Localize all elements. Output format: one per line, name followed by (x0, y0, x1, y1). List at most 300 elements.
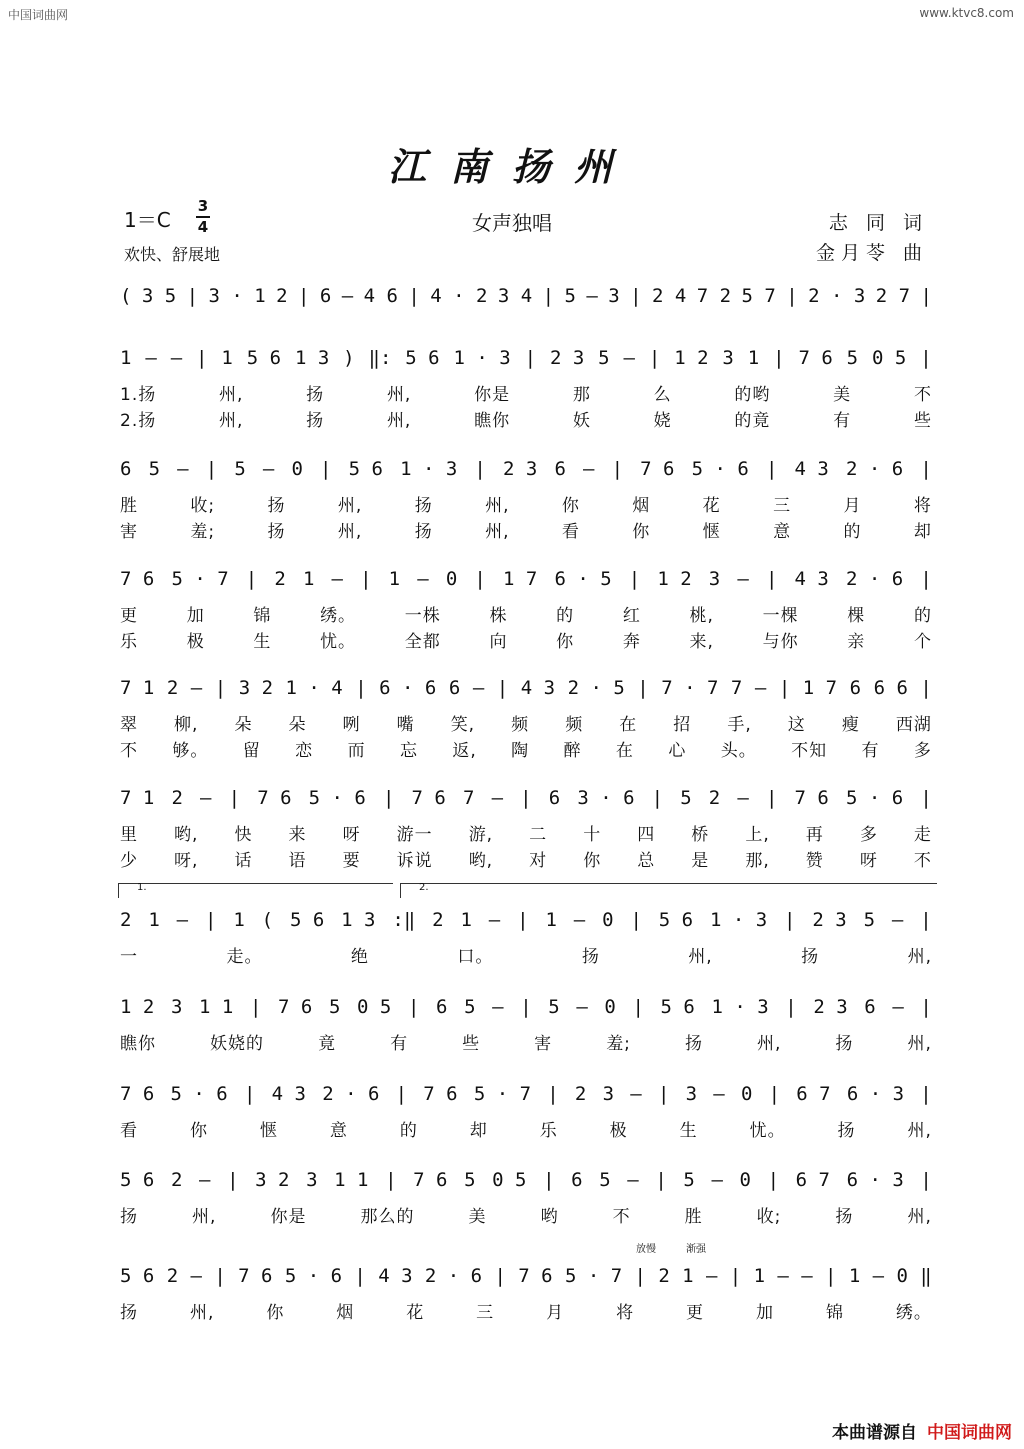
notation-line (120, 455, 932, 483)
tempo-marking: 欢快、舒展地 (124, 245, 221, 264)
note-group: 2 (166, 677, 179, 699)
note-group: 6 (554, 458, 566, 480)
note-group: 7 6 (423, 1083, 458, 1105)
lyric-syllable: 锦 (825, 1303, 844, 1323)
note-group: — (331, 568, 343, 590)
note-group: 5 · 6 (170, 1083, 228, 1105)
lyric-syllable: 你 (561, 496, 580, 516)
note-group: 1 7 (502, 568, 538, 590)
expression-marking: 渐强 (686, 1244, 706, 1255)
lyric-syllable: 绝 (350, 947, 369, 967)
lyric-syllable: 州, (386, 385, 412, 405)
bar-line: | (360, 568, 372, 590)
bar-line: | (767, 1169, 780, 1191)
note-group: 0 (739, 1169, 751, 1191)
notation-line (120, 344, 932, 372)
lyric-syllable: 扬 (267, 496, 286, 516)
note-group: 5 (328, 996, 341, 1018)
lyric-line-verse-1 (120, 1298, 932, 1324)
lyric-syllable: 加 (755, 1303, 774, 1323)
note-group: 3 · 6 (577, 787, 635, 809)
note-group: 5 6 (289, 909, 325, 931)
music-system (120, 1166, 932, 1228)
bar-line: | (408, 285, 420, 307)
lyric-syllable: 你 (556, 632, 575, 652)
bar-line: | (785, 996, 797, 1018)
note-group: — (801, 1265, 813, 1287)
lyric-syllable: 咧 (342, 715, 361, 735)
note-group: 6 6 (873, 677, 908, 699)
note-group: 1 (148, 909, 160, 931)
lyric-syllable: 你 (583, 851, 602, 871)
notation-line (120, 993, 932, 1021)
note-group: 1 (545, 909, 557, 931)
lyric-syllable: 一棵 (762, 606, 799, 626)
note-group: 7 1 (120, 787, 155, 809)
lyric-syllable: 那 (572, 385, 591, 405)
note-group: 7 (463, 787, 475, 809)
lyric-syllable: 瞧你 (474, 411, 511, 431)
note-group: — (341, 285, 354, 307)
bar-line: | (920, 285, 932, 307)
bar-line: | (920, 996, 932, 1018)
note-group: 3 (306, 1169, 318, 1191)
note-group: 1 (233, 909, 245, 931)
note-group: 1 1 (199, 996, 234, 1018)
lyric-syllable: 羞; (606, 1034, 631, 1054)
note-group: 6 (319, 285, 332, 307)
lyric-syllable: 忘 (399, 741, 418, 761)
lyric-syllable: 哟 (540, 1207, 559, 1227)
bar-line: | (920, 1169, 932, 1191)
note-group: — (170, 347, 183, 369)
note-group: 5 7 (741, 285, 776, 307)
note-group: 2 (274, 568, 286, 590)
lyric-syllable: 1.扬 (120, 385, 157, 405)
lyric-line-verse-1 (120, 820, 932, 846)
note-group: — (754, 677, 767, 699)
lyric-syllable: 不 (612, 1207, 631, 1227)
lyric-syllable: 少 (120, 851, 138, 871)
note-group: 2 · 6 (845, 458, 904, 480)
notation-line (120, 565, 932, 593)
first-ending-bracket (118, 883, 393, 898)
note-group: 0 (291, 458, 303, 480)
note-group: 0 (602, 909, 614, 931)
bar-line: | (920, 568, 932, 590)
lyric-syllable: 呀, (174, 851, 199, 871)
note-group: 7 6 (257, 787, 292, 809)
lyric-syllable: 害 (120, 522, 138, 542)
note-group: 5 · 7 (473, 1083, 532, 1105)
lyric-syllable: 烟 (336, 1303, 355, 1323)
lyric-syllable: 你 (632, 522, 651, 542)
bar-line: | (204, 909, 217, 931)
note-group: 0 5 (357, 996, 392, 1018)
notation-line (120, 906, 932, 934)
lyric-syllable: 口。 (457, 947, 494, 967)
lyric-line-verse-1 (120, 710, 932, 736)
lyric-syllable: 你是 (270, 1207, 307, 1227)
lyric-syllable: 收; (756, 1207, 782, 1227)
note-group: 7 6 (278, 996, 313, 1018)
lyric-syllable: 有 (390, 1034, 409, 1054)
lyric-syllable: 扬 (684, 1034, 703, 1054)
note-group: 1 · 3 (711, 996, 769, 1018)
lyric-syllable: 花 (702, 496, 721, 516)
note-group: 3 2 (238, 677, 274, 699)
lyric-syllable: 向 (489, 632, 508, 652)
lyric-syllable: 州, (337, 522, 363, 542)
note-group: 7 6 (640, 458, 675, 480)
bar-line: | (543, 1169, 555, 1191)
bar-line: | (249, 996, 262, 1018)
note-group: 1 7 (802, 677, 838, 699)
lyric-syllable: 笑, (450, 715, 476, 735)
note-group: 7 6 (120, 1083, 155, 1105)
note-group: 2 3 (812, 909, 847, 931)
note-group: 2 3 (502, 458, 538, 480)
note-group: — (627, 1169, 639, 1191)
note-group: ( (261, 909, 274, 931)
lyric-syllable: 意 (329, 1121, 348, 1141)
note-group: 1 2 (674, 347, 709, 369)
lyric-syllable: 而 (347, 741, 366, 761)
lyric-syllable: 州, (386, 411, 412, 431)
bar-line: | (547, 1083, 559, 1105)
lyric-syllable: 扬 (414, 522, 433, 542)
note-group: 6 (548, 787, 561, 809)
note-group: 1 (120, 347, 132, 369)
note-group: 5 · 6 (845, 787, 904, 809)
music-system (120, 784, 932, 872)
lyric-syllable: 那, (745, 851, 770, 871)
note-group: 1 1 (334, 1169, 369, 1191)
lyric-syllable: 朵 (234, 715, 253, 735)
bar-line: | (628, 568, 641, 590)
lyric-syllable: 与你 (762, 632, 799, 652)
lyric-syllable: 频 (511, 715, 530, 735)
song-title: 江南扬州 (387, 144, 636, 189)
lyric-syllable: 三 (476, 1303, 495, 1323)
lyric-line-verse-1 (120, 1116, 932, 1142)
note-group: 5 (683, 1169, 695, 1191)
lyric-syllable: 亲 (847, 632, 866, 652)
bar-line: | (920, 1083, 932, 1105)
lyric-syllable: 西湖 (895, 715, 932, 735)
bar-line: | (920, 909, 932, 931)
lyric-syllable: 么 (653, 385, 672, 405)
note-group: ) (343, 347, 355, 369)
bar-line: | (228, 787, 241, 809)
note-group: 7 6 (238, 1265, 273, 1287)
note-group: 2 (171, 787, 183, 809)
note-group: 5 (599, 1169, 611, 1191)
note-group: 5 · 6 (691, 458, 749, 480)
note-group: — (705, 1265, 718, 1287)
music-system (120, 993, 932, 1055)
lyric-syllable: 些 (913, 411, 932, 431)
second-ending-bracket (400, 883, 937, 898)
lyric-syllable: 扬 (837, 1121, 856, 1141)
note-group: 5 6 (660, 996, 695, 1018)
note-group: 6 · 5 (554, 568, 612, 590)
note-group: 5 (234, 458, 246, 480)
notation-line (120, 1262, 932, 1290)
lyric-syllable: 头。 (720, 741, 757, 761)
note-group: 7 6 (411, 787, 446, 809)
note-group: 2 · 5 (567, 677, 625, 699)
note-group: ( (120, 285, 132, 307)
lyric-syllable: 在 (615, 741, 634, 761)
bar-line: | (630, 285, 642, 307)
note-group: — (417, 568, 429, 590)
lyric-syllable: 美 (833, 385, 852, 405)
note-group: 5 (148, 458, 161, 480)
bar-line: | (773, 347, 785, 369)
note-group: 3 (685, 1083, 698, 1105)
note-group: 6 (571, 1169, 583, 1191)
lyric-syllable: 哟, (174, 825, 199, 845)
bar-line: | (637, 677, 649, 699)
lyric-line-verse-2 (120, 517, 932, 543)
note-group: 5 · 7 (171, 568, 229, 590)
note-group: — (892, 996, 904, 1018)
note-group: 3 (722, 347, 734, 369)
bar-line: | (630, 909, 642, 931)
note-group: — (713, 1083, 725, 1105)
lyric-syllable: 桥 (691, 825, 710, 845)
bar-line: | (385, 1169, 397, 1191)
lyric-syllable: 走。 (226, 947, 263, 967)
note-group: 2 4 (652, 285, 687, 307)
lyric-syllable: 朵 (288, 715, 307, 735)
lyric-syllable: 美 (468, 1207, 487, 1227)
note-group: 5 (464, 996, 476, 1018)
lyric-syllable: 竟 (318, 1034, 337, 1054)
note-group: 1 3 (341, 909, 376, 931)
note-group: — (492, 996, 504, 1018)
note-group: 4 · 2 (430, 285, 488, 307)
note-group: 6 (849, 677, 862, 699)
bar-line: | (407, 996, 420, 1018)
note-group: 3 (608, 285, 620, 307)
note-group: 7 1 (120, 677, 155, 699)
lyric-syllable: 羞; (190, 522, 216, 542)
lyric-syllable: 不 (913, 385, 932, 405)
lyric-syllable: 走 (913, 825, 932, 845)
bar-line: | (227, 1169, 239, 1191)
note-group: 3 · 1 (208, 285, 266, 307)
lyric-syllable: 瞧你 (120, 1034, 156, 1054)
lyric-syllable: 更 (686, 1303, 705, 1323)
bar-line: | (474, 568, 486, 590)
lyric-syllable: 州, (907, 1121, 932, 1141)
lyric-syllable: 在 (619, 715, 638, 735)
lyric-syllable: 全都 (404, 632, 441, 652)
lyric-syllable: 州, (192, 1207, 217, 1227)
lyric-syllable: 总 (637, 851, 656, 871)
note-group: — (472, 677, 485, 699)
lyric-syllable: 频 (565, 715, 584, 735)
note-group: 2 · 3 (808, 285, 866, 307)
note-group: 7 (730, 677, 743, 699)
note-group: 3 2 (255, 1169, 290, 1191)
note-group: 1 · 3 (709, 909, 768, 931)
note-group: 2 3 (813, 996, 848, 1018)
lyric-syllable: 奔 (622, 632, 641, 652)
note-group: 5 · 7 (564, 1265, 623, 1287)
note-group: 2 · 6 (322, 1083, 380, 1105)
note-group: 1 · 3 (453, 347, 511, 369)
notation-line (120, 674, 932, 702)
lyric-syllable: 的竟 (734, 411, 771, 431)
note-group: 5 6 (405, 347, 440, 369)
lyric-syllable: 有 (861, 741, 880, 761)
note-group: :‖ (392, 909, 416, 931)
lyric-syllable: 十 (583, 825, 602, 845)
lyric-syllable: 多 (913, 741, 932, 761)
note-group: 5 6 (246, 347, 282, 369)
lyric-syllable: 三 (773, 496, 792, 516)
note-group: 5 · 6 (284, 1265, 343, 1287)
bar-line: | (524, 347, 537, 369)
site-watermark-right: www.ktvc8.com (919, 6, 1014, 20)
lyric-syllable: 却 (469, 1121, 488, 1141)
note-group: 7 · 7 (661, 677, 719, 699)
bar-line: | (825, 1265, 837, 1287)
lyric-syllable: 呀 (342, 825, 361, 845)
lyric-syllable: 州, (189, 1303, 215, 1323)
bar-line: | (765, 787, 778, 809)
lyric-syllable: 烟 (632, 496, 651, 516)
lyric-syllable: 你 (266, 1303, 285, 1323)
note-group: — (891, 909, 904, 931)
bar-line: | (651, 787, 664, 809)
note-group: 5 (564, 285, 576, 307)
note-group: 5 6 (120, 1265, 155, 1287)
lyric-syllable: 州, (337, 496, 363, 516)
notation-line (120, 784, 932, 812)
note-group: 6 (448, 677, 461, 699)
note-group: 3 4 (497, 285, 533, 307)
lyric-syllable: 锦 (253, 606, 272, 626)
bar-line: | (920, 677, 932, 699)
note-group: — (777, 1265, 789, 1287)
note-group: — (176, 909, 189, 931)
lyric-syllable: 的 (556, 606, 575, 626)
note-group: 6 · 6 (379, 677, 437, 699)
lyric-line-verse-2 (120, 846, 932, 872)
lyric-syllable: 来 (288, 825, 307, 845)
lyric-syllable: 些 (462, 1034, 481, 1054)
lyric-syllable: 月 (843, 496, 862, 516)
lyric-syllable: 心 (668, 741, 687, 761)
lyric-line-verse-1 (120, 380, 932, 406)
note-group: 3 5 (141, 285, 177, 307)
lyric-syllable: 你 (189, 1121, 208, 1141)
note-group: 2 (120, 909, 132, 931)
lyric-syllable: 话 (234, 851, 253, 871)
lyric-syllable: 扬 (835, 1034, 854, 1054)
note-group: 5 (863, 909, 876, 931)
note-group: 1 2 (657, 568, 692, 590)
bar-line: | (920, 787, 932, 809)
lyric-syllable: 再 (805, 825, 824, 845)
lyricist-credit: 志 同 词 (828, 212, 928, 234)
lyric-syllable: 的哟 (734, 385, 771, 405)
lyric-syllable: 你是 (474, 385, 511, 405)
music-system (120, 1262, 932, 1324)
lyric-syllable: 赞 (805, 851, 824, 871)
bar-line: | (517, 909, 529, 931)
bar-line: | (520, 996, 532, 1018)
notation-line (120, 282, 932, 310)
note-group: 5 6 (658, 909, 694, 931)
lyric-syllable: 扬 (414, 496, 433, 516)
lyric-syllable: 加 (186, 606, 205, 626)
lyric-syllable: 妖 (572, 411, 591, 431)
lyric-syllable: 呀 (859, 851, 878, 871)
music-system (120, 906, 932, 968)
lyric-syllable: 2.扬 (120, 411, 157, 431)
note-group: 0 (604, 996, 616, 1018)
note-group: 4 3 (794, 458, 829, 480)
lyric-syllable: 州, (485, 522, 510, 542)
lyric-syllable: 胜 (684, 1207, 703, 1227)
note-group: ‖ (920, 1265, 932, 1287)
lyric-syllable: 来, (689, 632, 714, 652)
music-system (120, 282, 932, 310)
bar-line: | (729, 1265, 742, 1287)
lyric-syllable: 忧。 (749, 1121, 786, 1141)
note-group: 6 (864, 996, 876, 1018)
note-group: 1 (747, 347, 760, 369)
lyric-syllable: 语 (288, 851, 307, 871)
note-group: 1 (388, 568, 401, 590)
lyric-line-verse-1 (120, 601, 932, 627)
lyric-syllable: 不 (120, 741, 138, 761)
note-group: 1 (221, 347, 233, 369)
music-system (120, 1080, 932, 1142)
note-group: — (262, 458, 275, 480)
music-system (120, 344, 932, 432)
note-group: 2 7 (875, 285, 911, 307)
lyric-syllable: 陶 (511, 741, 530, 761)
site-watermark-left: 中国词曲网 (8, 8, 69, 22)
note-group: 0 5 (872, 347, 907, 369)
lyric-syllable: 的 (843, 522, 862, 542)
lyric-syllable: 扬 (120, 1207, 138, 1227)
note-group: 7 2 (696, 285, 732, 307)
bar-line: | (496, 677, 509, 699)
lyric-syllable: 娆 (653, 411, 672, 431)
note-group: 5 · 6 (308, 787, 366, 809)
note-group: — (190, 1265, 202, 1287)
lyric-syllable: 扬 (120, 1303, 138, 1323)
lyric-syllable: 够。 (172, 741, 209, 761)
lyric-syllable: 不 (913, 851, 932, 871)
note-group: — (737, 787, 749, 809)
note-group: 5 (680, 787, 692, 809)
lyric-syllable: 惬 (259, 1121, 278, 1141)
bar-line: | (494, 1265, 506, 1287)
music-system (120, 565, 932, 653)
lyric-syllable: 游一 (396, 825, 433, 845)
lyric-syllable: 州, (219, 385, 244, 405)
note-group: 0 5 (492, 1169, 527, 1191)
note-group: 3 (170, 996, 183, 1018)
